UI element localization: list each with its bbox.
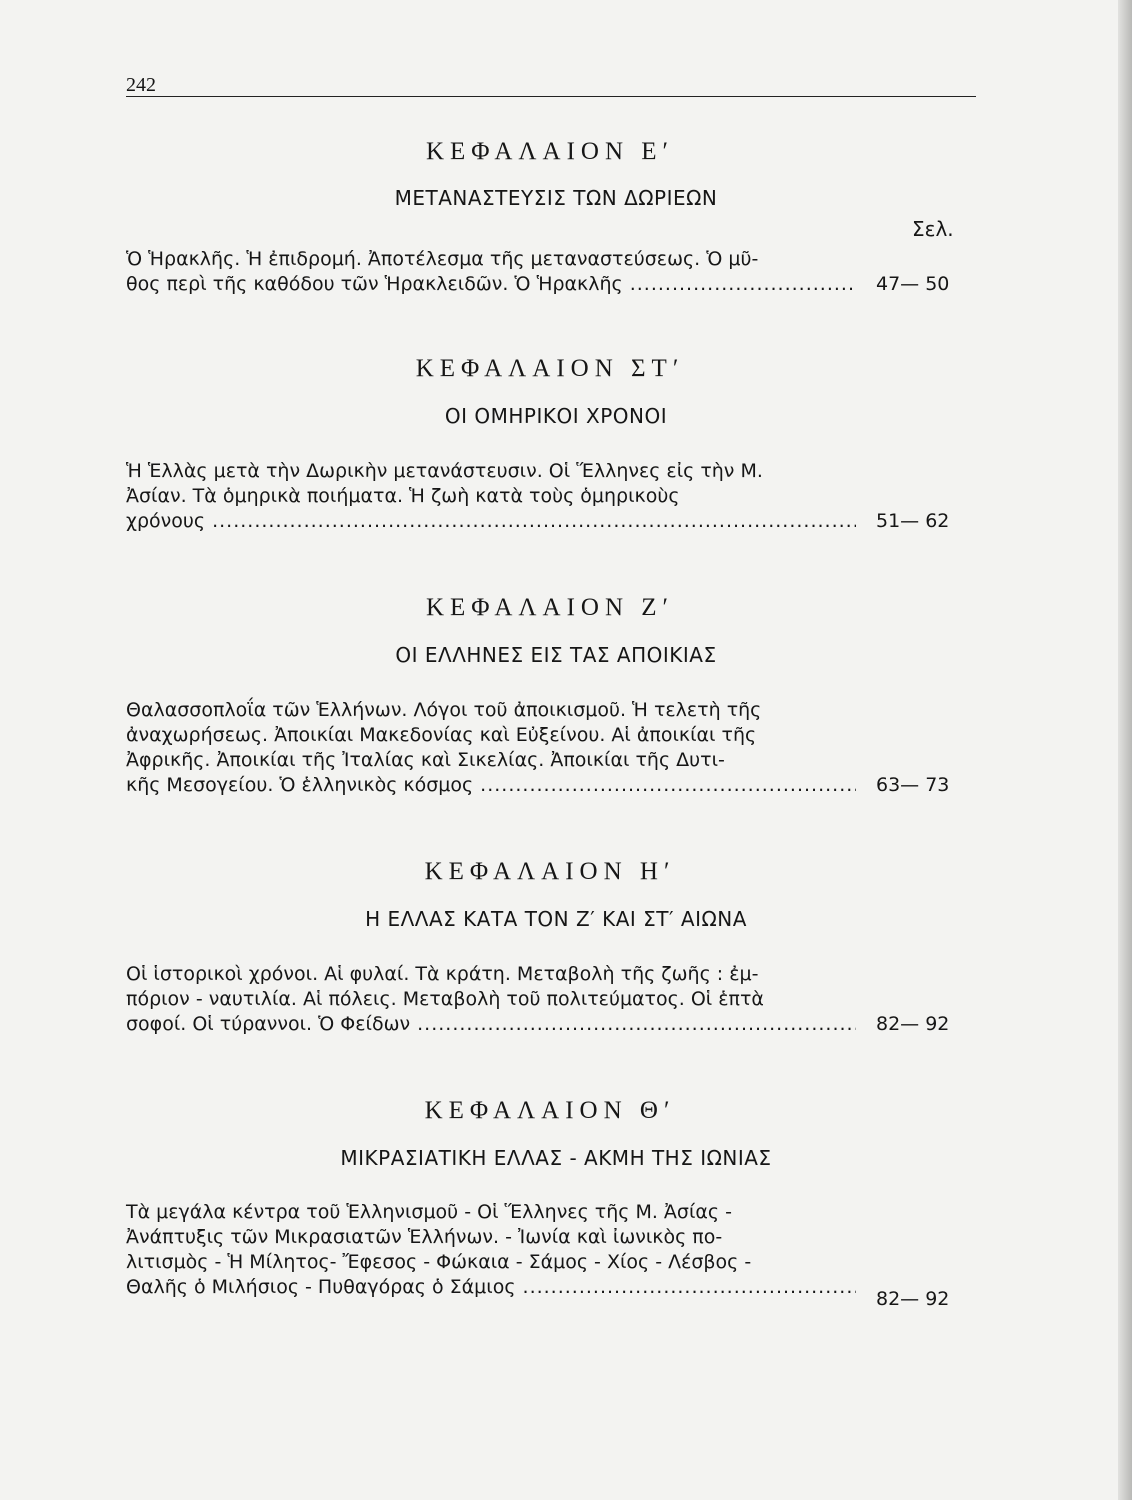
toc-entry (126, 962, 856, 1037)
entry-line-leader (126, 272, 856, 297)
pages-column-label: Σελ. (912, 217, 954, 241)
chapter-heading: ΚΕΦΑΛΑΙΟΝ Ε′ (425, 138, 675, 165)
toc-entry (126, 459, 856, 534)
toc-entry (126, 698, 856, 798)
entry-line: θος περὶ τῆς καθόδου τῶν Ἡρακλειδῶν. Ὁ Ἡρακλῆς ..... (126, 273, 856, 295)
entry-line-leader (126, 1012, 856, 1037)
entry-line-leader (126, 773, 856, 798)
entry-line: πόριον - ναυτιλία. Αἱ πόλεις. Μεταβολὴ τοῦ πολιτεύματος. Οἱ ἑπτὰ (126, 988, 764, 1010)
toc-entry (126, 1200, 856, 1300)
page-range: 63— 73 (876, 774, 950, 796)
page-range: 51— 62 (876, 510, 950, 532)
entry-line-leader (126, 1275, 856, 1300)
chapter-title: ΟΙ ΟΜΗΡΙΚΟΙ ΧΡΟΝΟΙ (444, 404, 668, 428)
chapter-heading: ΚΕΦΑΛΑΙΟΝ ΣΤ′ (415, 355, 685, 382)
chapter-heading: ΚΕΦΑΛΑΙΟΝ Θ′ (424, 1097, 676, 1124)
entry-line-leader (126, 509, 856, 534)
entry-line: λιτισμὸς - Ἡ Μίλητος- Ἔφεσος - Φώκαια - Σάμος - Χίος - Λέσβος - (126, 1251, 752, 1273)
entry-line: Ἀνάπτυξις τῶν Μικρασιατῶν Ἑλλήνων. - Ἰωνία καὶ ἰωνικὸς πο- (126, 1226, 723, 1248)
entry-line: Ἀφρικῆς. Ἀποικίαι τῆς Ἰταλίας καὶ Σικελίας. Ἀποικίαι τῆς Δυτι- (126, 749, 725, 771)
chapter-title: ΜΙΚΡΑΣΙΑΤΙΚΗ ΕΛΛΑΣ - ΑΚΜΗ ΤΗΣ ΙΩΝΙΑΣ (340, 1146, 772, 1170)
page-edge-shadow (1118, 0, 1132, 1500)
header-rule (126, 96, 976, 97)
entry-line: Ἀσίαν. Τὰ ὁμηρικὰ ποιήματα. Ἡ ζωὴ κατὰ τοὺς ὁμηρικοὺς (126, 485, 680, 507)
chapter-heading: ΚΕΦΑΛΑΙΟΝ Ζ′ (425, 594, 675, 621)
page-range: 82— 92 (876, 1288, 950, 1310)
entry-line: Ἡ Ἑλλὰς μετὰ τὴν Δωρικὴν μετανάστευσιν. Οἱ Ἕλληνες εἰς τὴν Μ. (126, 460, 763, 482)
page-range: 82— 92 (876, 1013, 950, 1035)
entry-line: ἀναχωρήσεως. Ἀποικίαι Μακεδονίας καὶ Εὐξείνου. Αἱ ἀποικίαι τῆς (126, 724, 757, 746)
toc-entry (126, 247, 856, 297)
chapter-heading: ΚΕΦΑΛΑΙΟΝ Η′ (424, 858, 676, 885)
entry-line: χρόνους ..... (126, 510, 856, 532)
entry-line: Οἱ ἱστορικοὶ χρόνοι. Αἱ φυλαί. Τὰ κράτη. Μεταβολὴ τῆς ζωῆς : ἐμ- (126, 963, 759, 985)
page-number: 242 (126, 74, 156, 96)
entry-line: Ὁ Ἡρακλῆς. Ἡ ἐπιδρομή. Ἀποτέλεσμα τῆς μεταναστεύσεως. Ὁ μῦ- (126, 248, 759, 270)
entry-line: σοφοί. Οἱ τύραννοι. Ὁ Φείδων ..... (126, 1013, 856, 1035)
entry-line: Τὰ μεγάλα κέντρα τοῦ Ἑλληνισμοῦ - Οἱ Ἕλληνες τῆς Μ. Ἀσίας - (126, 1201, 732, 1223)
entry-line: Θαλῆς ὁ Μιλήσιος - Πυθαγόρας ὁ Σάμιος ..... (126, 1276, 856, 1298)
chapter-title: ΟΙ ΕΛΛΗΝΕΣ ΕΙΣ ΤΑΣ ΑΠΟΙΚΙΑΣ (395, 643, 717, 667)
chapter-title: Η ΕΛΛΑΣ ΚΑΤΑ ΤΟΝ Ζ′ ΚΑΙ ΣΤ′ ΑΙΩΝΑ (365, 907, 747, 931)
page-range: 47— 50 (876, 273, 950, 295)
chapter-title: ΜΕΤΑΝΑΣΤΕΥΣΙΣ ΤΩΝ ΔΩΡΙΕΩΝ (394, 186, 718, 210)
entry-line: Θαλασσοπλοΐα τῶν Ἑλλήνων. Λόγοι τοῦ ἀποικισμοῦ. Ἡ τελετὴ τῆς (126, 699, 762, 721)
entry-line: κῆς Μεσογείου. Ὁ ἑλληνικὸς κόσμος ..... (126, 774, 856, 796)
